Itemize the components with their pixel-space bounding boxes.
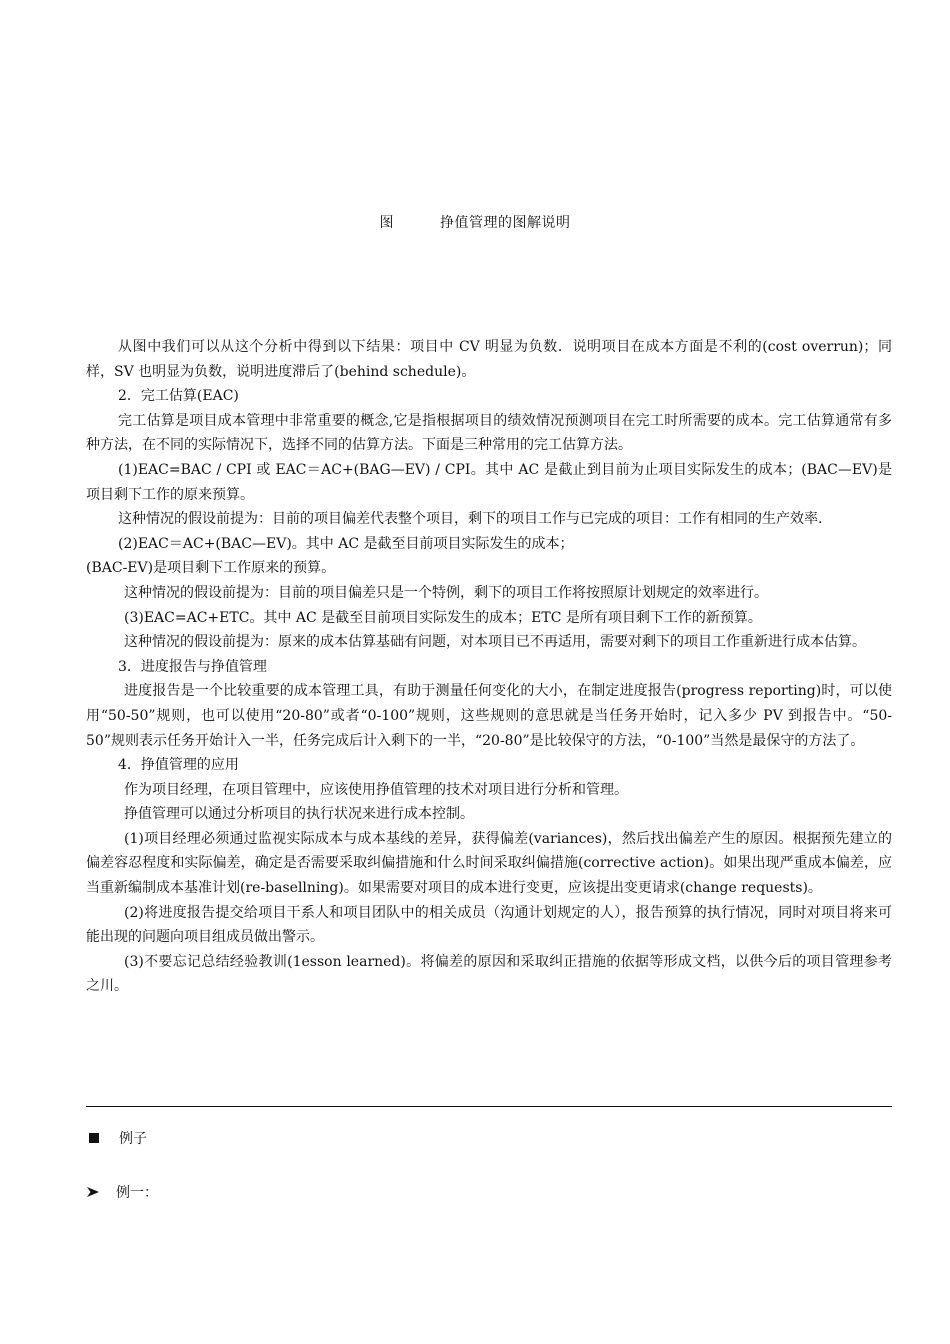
sub-heading-example-one xyxy=(86,1182,158,1202)
paragraph-eac-method-1: (1)EAC=BAC / CPI 或 EAC＝AC+(BAG—EV) / CPI。其中 AC 是截止到目前为止项目实际发生的成本；(BAC—EV)是项目剩下工作的原来预算。 xyxy=(86,461,892,503)
paragraph-ev-application-1: 作为项目经理，在项目管理中，应该使用挣值管理的技术对项目进行分析和管理。 xyxy=(124,781,628,798)
paragraph-eac-method-2-cont: (BAC-EV)是项目剩下工作原来的预算。 xyxy=(86,560,336,577)
section-heading-text: 例子 xyxy=(119,1131,147,1147)
paragraph-analysis-result: 从图中我们可以从这个分析中得到以下结果：项目中 CV 明显为负数．说明项目在成本方面是不利的(cost overrun)；同样，SV 也明显为负数，说明进度滞后了(behind schedule)。 xyxy=(86,339,892,380)
figure-title: 挣值管理的图解说明 xyxy=(440,215,571,231)
paragraph-eac-method-3: (3)EAC=AC+ETC。其中 AC 是截至目前项目实际发生的成本；ETC 是所有项目剩下工作的新预算。 xyxy=(124,609,762,626)
horizontal-divider xyxy=(86,1106,892,1107)
heading-progress-report: 3．进度报告与挣值管理 xyxy=(118,658,267,675)
paragraph-ev-step-3: (3)不要忘记总结经验教训(1esson learned)。将偏差的原因和采取纠正措施的依据等形成文档，以供今后的项目管理参考之川。 xyxy=(86,953,892,995)
section-heading-examples xyxy=(86,1128,147,1148)
heading-ev-application: 4．挣值管理的应用 xyxy=(118,757,239,774)
paragraph-eac-assumption-1: 这种情况的假设前提为：目前的项目偏差代表整个项目，剩下的项目工作与已完成的项目：工作有相同的生产效率. xyxy=(118,511,823,528)
paragraph-ev-step-2: (2)将进度报告提交给项目干系人和项目团队中的相关成员（沟通计划规定的人），报告预算的执行情况，同时对项目将来可能出现的问题向项目组成员做出警示。 xyxy=(86,904,892,946)
figure-label: 图 xyxy=(379,215,394,231)
sub-heading-text: 例一： xyxy=(116,1185,158,1201)
paragraph-eac-assumption-3: 这种情况的假设前提为：原来的成本估算基础有问题，对本项目已不再适用，需要对剩下的项目工作重新进行成本估算。 xyxy=(124,634,866,651)
paragraph-eac-assumption-2: 这种情况的假设前提为：目前的项目偏差只是一个特例，剩下的项目工作将按照原计划规定的效率进行。 xyxy=(124,584,768,601)
paragraph-ev-application-2: 挣值管理可以通过分析项目的执行状况来进行成本控制。 xyxy=(124,806,474,823)
paragraph-eac-method-2: (2)EAC＝AC+(BAC—EV)。其中 AC 是截至目前项目实际发生的成本； xyxy=(118,535,574,552)
paragraph-ev-step-1: (1)项目经理必须通过监视实际成本与成本基线的差异，获得偏差(variances)，然后找出偏差产生的原因。根据预先建立的偏差容忍程度和实际偏差，确定是否需要采取纠偏措施和什么时间采取纠偏措施(corrective action)。如果出现严重成本偏差，应当重新编制成本基准计划(re-basellning)。如果需要对项目的成本进行变更，应该提出变更请求(change requests)。 xyxy=(86,830,892,897)
figure-caption xyxy=(0,212,950,232)
black-square-bullet-icon xyxy=(89,1133,99,1143)
document-body xyxy=(86,335,892,999)
heading-eac: 2．完工估算(EAC) xyxy=(118,388,239,405)
paragraph-progress-report: 进度报告是一个比较重要的成本管理工具，有助于测量任何变化的大小，在制定进度报告(progress reporting)时，可以使用“50-50”规则，也可以使用“20-80”或者“0-100”规则，这些规则的意思就是当任务开始时，记入多少 PV 到报告中。“50-50”规则表示任务开始计入一半，任务完成后计入剩下的一半，“20-80”是比较保守的方法，“0-100”当然是最保守的方法了。 xyxy=(86,683,892,749)
paragraph-eac-intro: 完工估算是项目成本管理中非常重要的概念,它是指根据项目的绩效情况预测项目在完工时所需要的成本。完工估算通常有多种方法，在不同的实际情况下，选择不同的估算方法。下面是三种常用的完工估算方法。 xyxy=(86,412,892,454)
arrowhead-bullet-icon xyxy=(86,1186,100,1198)
